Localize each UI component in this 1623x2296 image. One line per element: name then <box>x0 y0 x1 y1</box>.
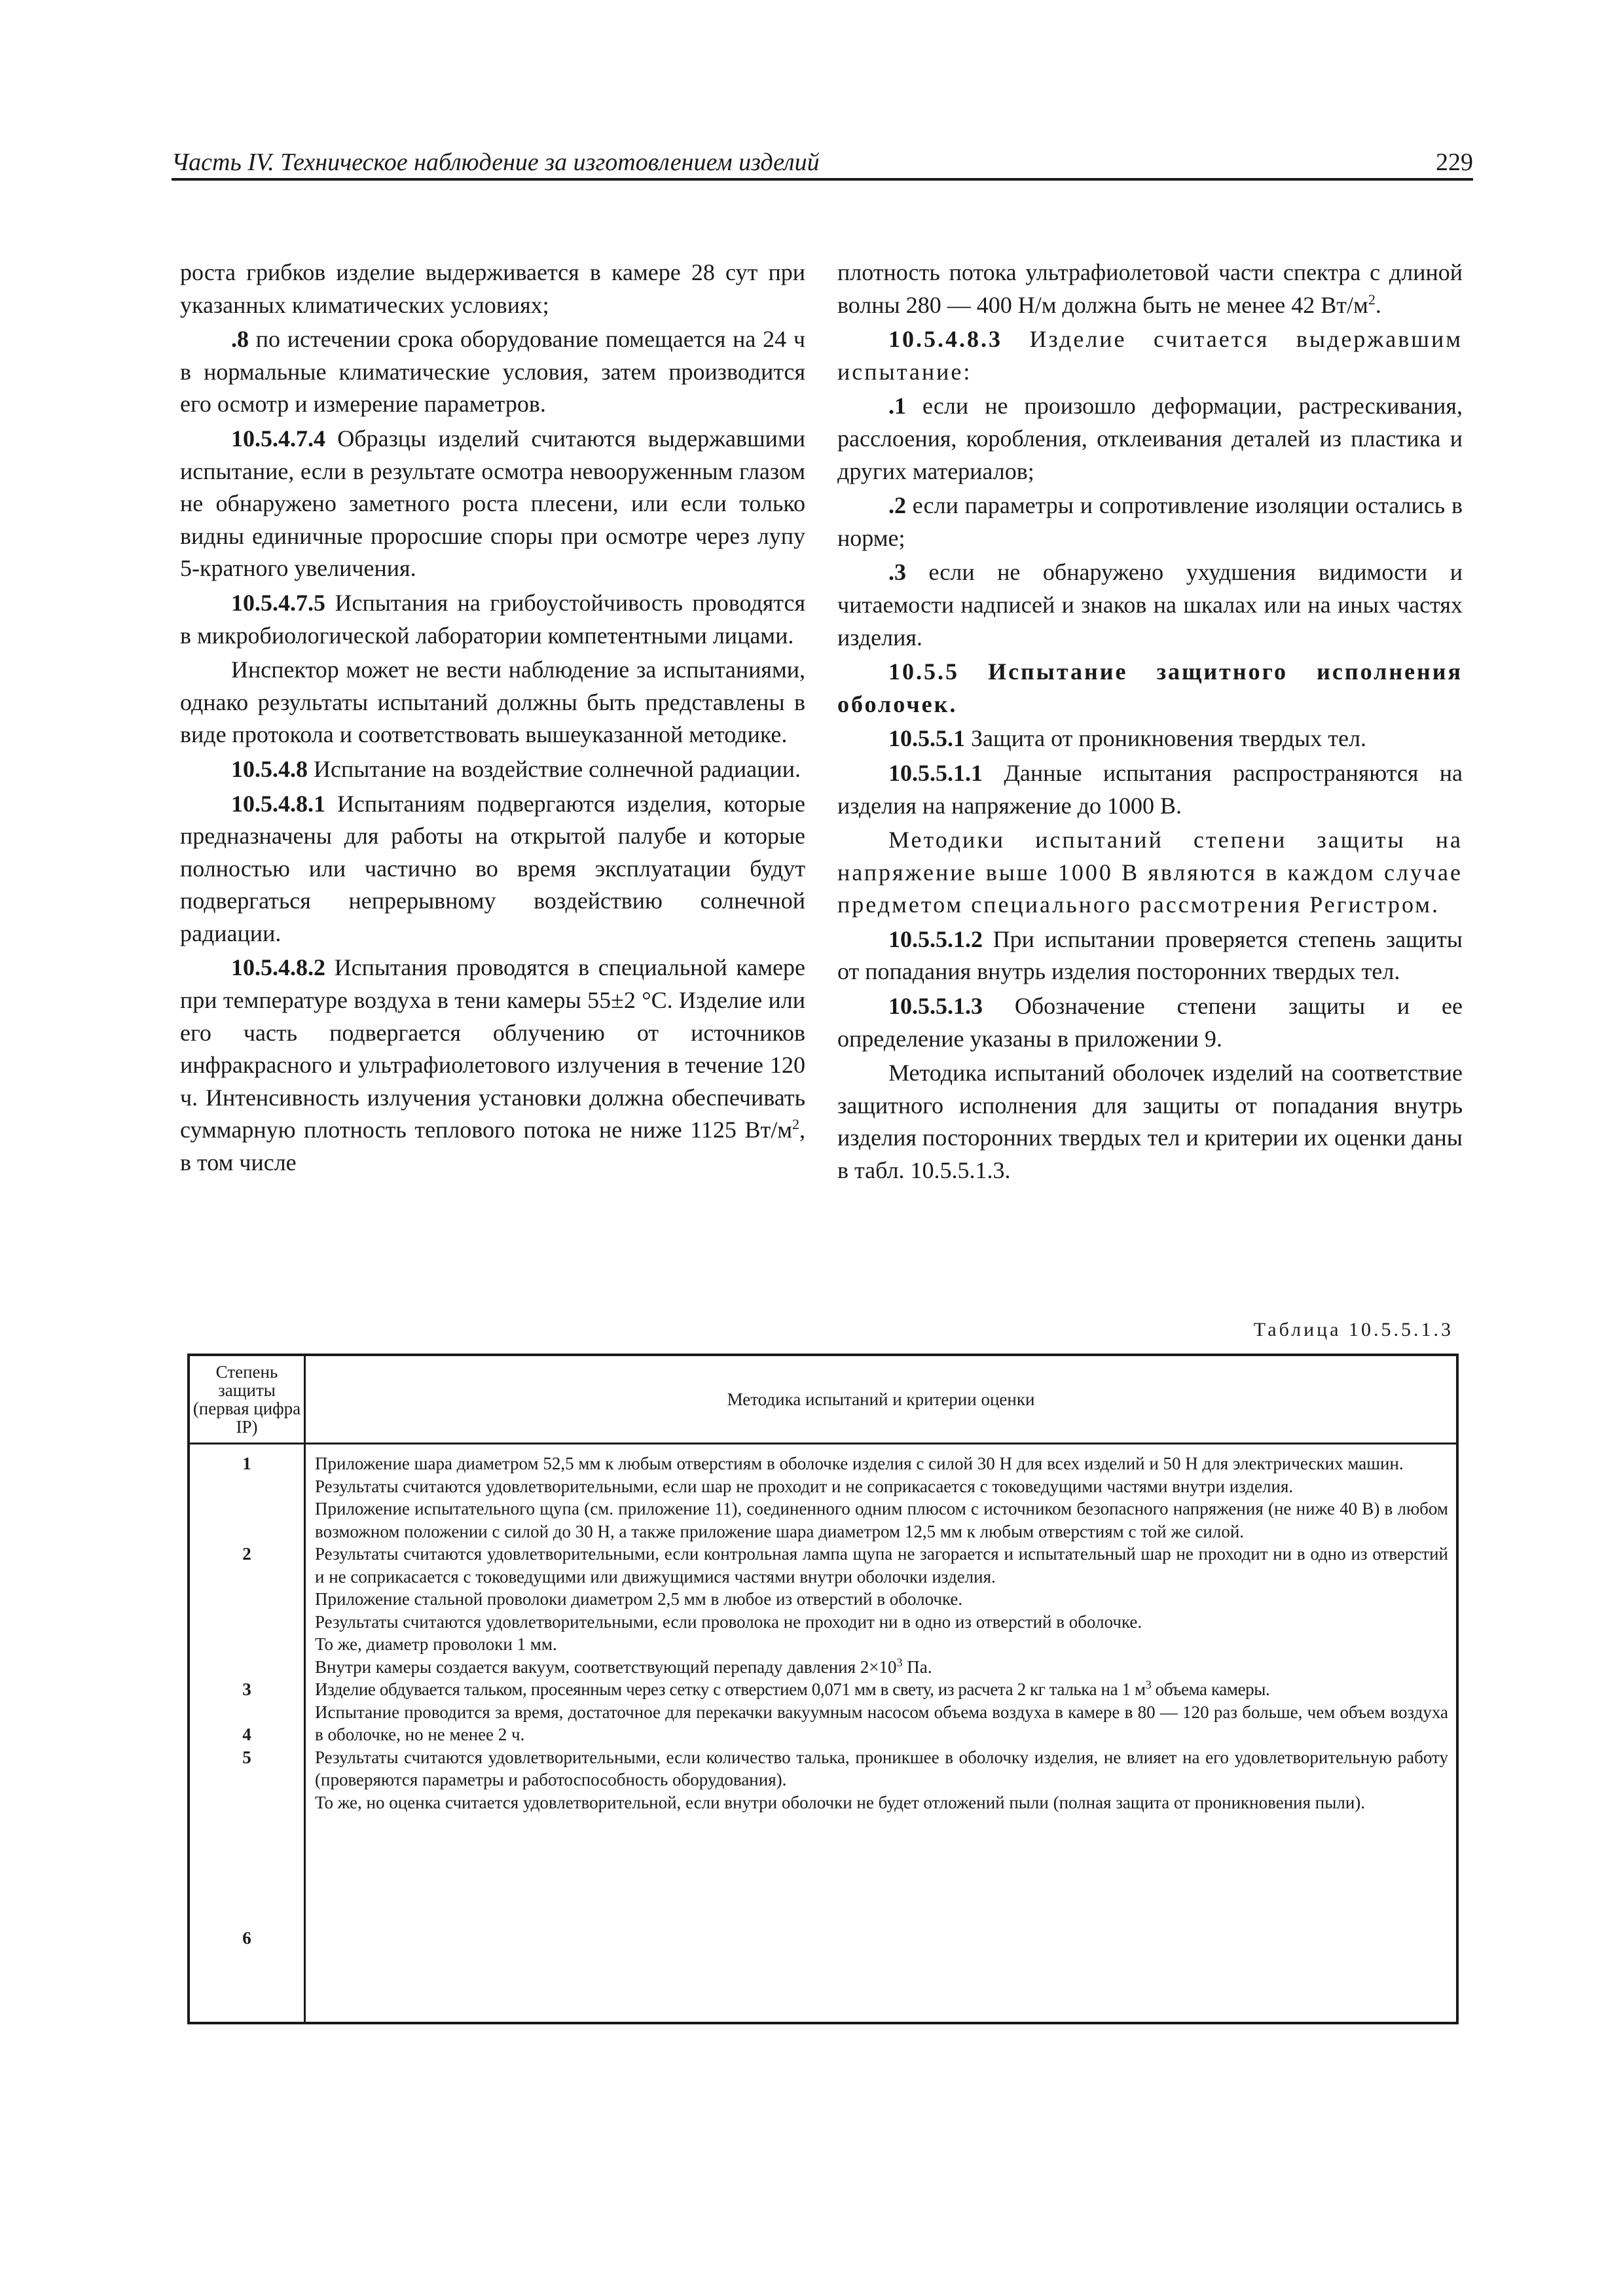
header-rule <box>172 178 1473 181</box>
left-column <box>180 257 805 1181</box>
method-line: Приложение стальной проволоки диаметром 2,5 мм в любое из отверстий в оболочке. <box>315 1589 963 1609</box>
paragraph: 10.5.4.7.4 Образцы изделий считаются выдержавшими испытание, если в результате осмотра невооруженным глазом не обнаружено заметного роста плесени, или если только видны единичные проросшие споры при осмотре через лупу 5-кратного увеличения. <box>180 425 805 582</box>
page-number: 229 <box>1436 149 1473 176</box>
column-header-method: Методика испытаний и критерии оценки <box>305 1355 1458 1444</box>
paragraph: 10.5.5.1.2 При испытании проверяется степень защиты от попадания внутрь изделия посторонних твердых тел. <box>837 925 1463 985</box>
grade-column <box>189 1444 305 2024</box>
section-heading: 10.5.5 Испытание защитного исполнения оболочек. <box>837 658 1463 717</box>
method-line: Внутри камеры создается вакуум, соответствующий перепаду давления $2\times 10^3$ Па. <box>315 1655 932 1677</box>
method-line: Результаты считаются удовлетворительными, если проволока не проходит ни в одно из отверстий в оболочке. <box>315 1611 1142 1632</box>
paragraph: 10.5.5.1 Защита от проникновения твердых тел. <box>888 725 1367 752</box>
grade-4: 4 <box>242 1725 251 1744</box>
method-line: Результаты считаются удовлетворительными, если шар не проходит и не соприкасается с токоведущими частями внутри изделия. <box>315 1476 1294 1496</box>
method-line: То же, но оценка считается удовлетворительной, если внутри оболочки не будет отложений пыли (полная защита от проникновения пыли). <box>315 1792 1366 1812</box>
grade-5: 5 <box>242 1747 251 1767</box>
paragraph: Методики испытаний степени защиты на напряжение выше 1000 В являются в каждом случае предметом специального рассмотрения Регистром. <box>837 827 1463 918</box>
paragraph: .1 если не произошло деформации, растрескивания, расслоения, коробления, отклеивания деталей из пластика и других материалов; <box>837 393 1463 484</box>
table-caption: Таблица 10.5.5.1.3 <box>1253 1319 1453 1340</box>
paragraph: 10.5.4.8.1 Испытаниям подвергаются изделия, которые предназначены для работы на открытой палубе и которые полностью или частично во время эксплуатации будут подвергаться непрерывному воздействию солнечной радиации. <box>180 790 805 946</box>
paragraph: 10.5.4.7.5 Испытания на грибоустойчивость проводятся в микробиологической лаборатории компетентными лицами. <box>180 589 805 649</box>
right-column <box>837 257 1463 1189</box>
paragraph: 10.5.4.8.3 Изделие считается выдержавшим испытание: <box>837 326 1463 385</box>
grade-1: 1 <box>242 1454 251 1473</box>
paragraph: Методика испытаний оболочек изделий на соответствие защитного исполнения для защиты от попадания внутрь изделия посторонних твердых тел и критерии их оценки даны в табл. 10.5.5.1.3. <box>837 1060 1463 1184</box>
paragraph: 10.5.4.8 Испытание на воздействие солнечной радиации. <box>231 755 801 782</box>
method-line: Результаты считаются удовлетворительными, если контрольная лампа щупа не загорается и испытательный шар не проходит ни в одно из отверстий и не соприкасается с токоведущими или движущимися частями внутри оболочки изделия. <box>315 1544 1448 1587</box>
running-title: Часть IV. Техническое наблюдение за изготовлением изделий <box>172 149 820 176</box>
method-line: Приложение шара диаметром 52,5 мм к любым отверстиям в оболочке изделия с силой 30 Н для всех изделий и 50 Н для электрических машин. <box>315 1454 1404 1473</box>
grade-2: 2 <box>242 1544 251 1564</box>
table-header-row <box>189 1355 1457 1444</box>
method-column <box>305 1444 1458 2024</box>
paragraph: .3 если не обнаружено ухудшения видимости и читаемости надписей и знаков на шкалах или на иных частях изделия. <box>837 559 1463 651</box>
paragraph: .2 если параметры и сопротивление изоляции остались в норме; <box>837 492 1463 551</box>
column-header-grade: Степень защиты (первая цифра IP) <box>189 1355 305 1444</box>
method-line: Результаты считаются удовлетворительными, если количество талька, проникшее в оболочку изделия, не влияет на его удовлетворительную работу (проверяются параметры и работоспособность оборудования). <box>315 1747 1448 1789</box>
paragraph: 10.5.5.1.1 Данные испытания распространяются на изделия на напряжение до 1000 В. <box>837 759 1463 819</box>
protection-table <box>187 1354 1459 2024</box>
paragraph: плотность потока ультрафиолетовой части спектра с длиной волны 280 — 400 Н/м должна быть не менее 42 $Вт/м^2$. <box>837 259 1463 318</box>
paragraph: 10.5.4.8.2 Испытания проводятся в специальной камере при температуре воздуха в тени камеры 55±2 °С. Изделие или его часть подвергается облучению от источников инфракрасного и ультрафиолетового излучения в течение 120 ч. Интенсивность излучения установки должна обеспечивать суммарную плотность теплового потока не ниже 1125 $Вт/м^2$, в том числе <box>180 954 805 1176</box>
method-line: Испытание проводится за время, достаточное для перекачки вакуумным насосом объема воздуха в камере в 80 — 120 раз больше, чем объем воздуха в оболочке, но не менее 2 ч. <box>315 1702 1448 1744</box>
method-line: Приложение испытательного щупа (см. приложение 11), соединенного одним плюсом с источником безопасного напряжения (не ниже 40 В) в любом возможном положении с силой до 30 Н, а также приложение шара диаметром 12,5 мм к любым отверстиям с той же силой. <box>315 1499 1448 1541</box>
paragraph: Инспектор может не вести наблюдение за испытаниями, однако результаты испытаний должны быть представлены в виде протокола и соответствовать вышеуказанной методике. <box>180 656 805 748</box>
table-row <box>189 1444 1457 2024</box>
paragraph: 10.5.5.1.3 Обозначение степени защиты и ее определение указаны в приложении 9. <box>837 993 1463 1052</box>
paragraph: роста грибков изделие выдерживается в камере 28 сут при указанных климатических условиях; <box>180 259 805 318</box>
paragraph: .8 по истечении срока оборудование помещается на 24 ч в нормальные климатические условия, затем производится его осмотр и измерение параметров. <box>180 326 805 418</box>
method-line: То же, диаметр проволоки 1 мм. <box>315 1634 557 1654</box>
grade-6: 6 <box>242 1928 251 1948</box>
method-line: Изделие обдувается тальком, просеянным через сетку с отверстием 0,071 мм в свету, из расчета 2 кг талька на 1 $м^3$ объема камеры. <box>315 1678 1270 1699</box>
grade-3: 3 <box>242 1679 251 1699</box>
running-header <box>172 145 1473 179</box>
